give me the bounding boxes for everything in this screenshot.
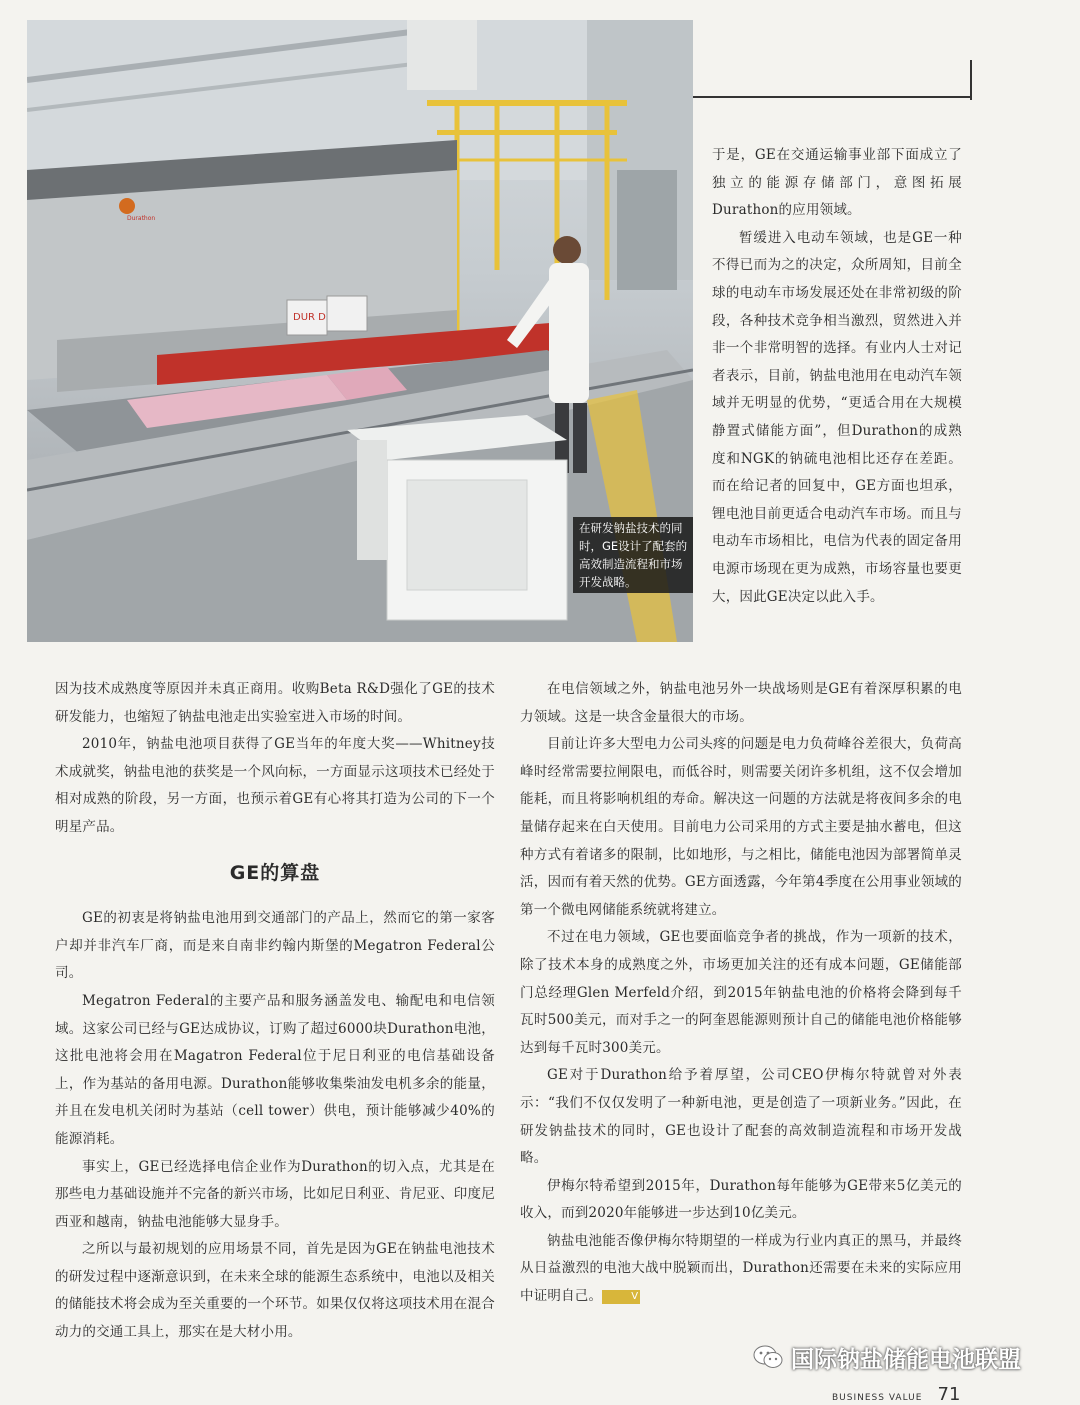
header-rule-vertical xyxy=(970,60,972,100)
paragraph-text: 钠盐电池能否像伊梅尔特期望的一样成为行业内真正的黑马，并最终从日益激烈的电池大战中脱颖而出，Durathon还需要在未来的实际应用中证明自己。 xyxy=(520,1232,962,1305)
page-footer xyxy=(832,1384,960,1405)
watermark-text: 国际钠盐储能电池联盟 xyxy=(791,1346,1021,1373)
watermark xyxy=(753,1335,1021,1379)
paragraph: 不过在电力领域，GE也要面临竞争者的挑战，作为一项新的技术，除了技术本身的成熟度之外，市场更加关注的还有成本问题，GE储能部门总经理Glen Merfeld介绍，到2015年钠盐电池的价格将会降到每千瓦时500美元，而对手之一的阿奎恩能源则预计自己的储能电池价格能够达到每千瓦时300美元。 xyxy=(520,929,962,1056)
wechat-icon xyxy=(753,1344,783,1370)
right-top-column xyxy=(712,142,962,611)
section-heading: GE的算盘 xyxy=(229,861,321,884)
header-rule xyxy=(693,96,972,98)
paragraph: 目前让许多大型电力公司头疼的问题是电力负荷峰谷差很大，负荷高峰时经常需要拉闸限电，而低谷时，则需要关闭许多机组，这不仅会增加能耗，而且将影响机组的寿命。解决这一问题的方法就是将夜间多余的电量储存起来在白天使用。目前电力公司采用的方式主要是抽水蓄电，但这种方式有着诸多的限制，比如地形，与之相比，储能电池因为部署简单灵活，因而有着天然的优势。GE方面透露，今年第4季度在公用事业领域的第一个微电网储能系统就将建立。 xyxy=(520,736,962,918)
photo-caption: 在研发钠盐技术的同时，GE设计了配套的高效制造流程和市场开发战略。 xyxy=(573,517,693,593)
right-column xyxy=(520,676,962,1311)
module-label: DUR D xyxy=(293,312,326,323)
paragraph xyxy=(520,1228,962,1311)
paragraph: 暂缓进入电动车领域，也是GE一种不得已而为之的决定，众所周知，目前全球的电动车市场发展还处在非常初级的阶段，各种技术竞争相当激烈，贸然进入并非一个非常明智的选择。有业内人士对记者表示，目前，钠盐电池用在电动汽车领域并无明显的优势，“更适合用在大规模静置式储能方面”，但Durathon的成熟度和NGK的钠硫电池相比还存在差距。而在给记者的回复中，GE方面也坦承，锂电池目前更适合电动汽车市场。而且与电动车市场相比，电信为代表的固定备用电源市场现在更为成熟，市场容量也要更大，因此GE决定以此入手。 xyxy=(712,229,962,605)
paragraph: 之所以与最初规划的应用场景不同，首先是因为GE在钠盐电池技术的研发过程中逐渐意识到，在未来全球的能源生态系统中，电池以及相关的储能技术将会成为至关重要的一个环节。如果仅仅将这项技术用在混合动力的交通工具上，那实在是大材小用。 xyxy=(55,1241,495,1341)
paragraph: 于是，GE在交通运输事业部下面成立了独立的能源存储部门，意图拓展Durathon的应用领域。 xyxy=(712,147,962,219)
machine-label: Durathon xyxy=(127,215,156,222)
page-number: 71 xyxy=(937,1384,961,1405)
paragraph: 在电信领域之外，钠盐电池另外一块战场则是GE有着深厚积累的电力领域。这是一块含金量很大的市场。 xyxy=(520,681,962,725)
paragraph: 事实上，GE已经选择电信企业作为Durathon的切入点，尤其是在那些电力基础设施并不完备的新兴市场，比如尼日利亚、肯尼亚、印度尼西亚和越南，钠盐电池能够大显身手。 xyxy=(55,1158,495,1230)
paragraph: 因为技术成熟度等原因并未真正商用。收购Beta R&D强化了GE的技术研发能力，也缩短了钠盐电池走出实验室进入市场的时间。 xyxy=(55,681,495,725)
end-mark-icon: V xyxy=(602,1290,640,1304)
paragraph: 伊梅尔特希望到2015年，Durathon每年能够为GE带来5亿美元的收入，而到2020年能够进一步达到10亿美元。 xyxy=(520,1177,962,1222)
left-column xyxy=(55,676,495,1347)
paragraph: Megatron Federal的主要产品和服务涵盖发电、输配电和电信领域。这家公司已经与GE达成协议，订购了超过6000块Durathon电池，这批电池将会用在Magatron Federal位于尼日利亚的电信基础设备上，作为基站的备用电源。Durathon能够收集柴油发电机多余的能量，并且在发电机关闭时为基站（cell tower）供电，预计能够减少40%的能源消耗。 xyxy=(55,992,495,1147)
magazine-brand: BUSINESS VALUE xyxy=(832,1393,923,1403)
paragraph: 2010年，钠盐电池项目获得了GE当年的年度大奖——Whitney技术成就奖，钠盐电池的获奖是一个风向标，一方面显示这项技术已经处于相对成熟的阶段，另一方面，也预示着GE有心将其打造为公司的下一个明星产品。 xyxy=(55,736,495,835)
paragraph: GE对于Durathon给予着厚望，公司CEO伊梅尔特就曾对外表示：“我们不仅仅发明了一种新电池，更是创造了一项新业务。”因此，在研发钠盐技术的同时，GE也设计了配套的高效制造流程和市场开发战略。 xyxy=(520,1067,962,1167)
paragraph: GE的初衷是将钠盐电池用到交通部门的产品上，然而它的第一家客户却并非汽车厂商，而是来自南非约翰内斯堡的Megatron Federal公司。 xyxy=(55,910,495,982)
